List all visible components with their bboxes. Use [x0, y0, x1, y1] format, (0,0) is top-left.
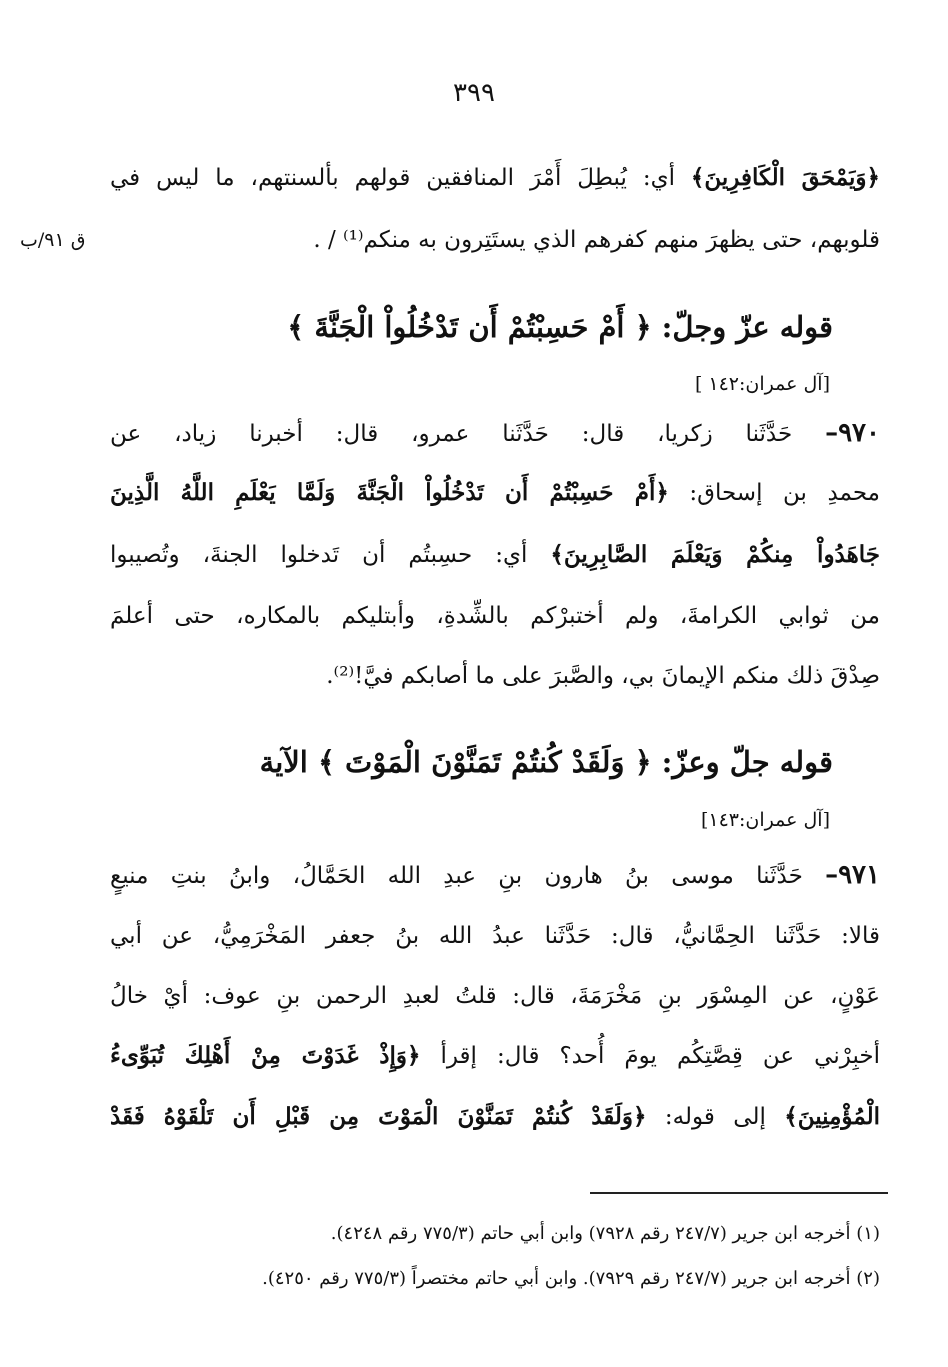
s1-line-4: من ثوابي الكرامةَ، ولم أختبرْكم بالشِّدةِ، وأبتليكم بالمكاره، حتى أعلمَ — [110, 603, 880, 629]
text-run: أخبِرْني عن قِصَّتِكُم يومَ أُحد؟ قال: إقرأ — [420, 1043, 880, 1069]
s2-line-1 — [110, 855, 880, 896]
quran-quote: الْمُؤْمِنِينَ﴾ — [784, 1103, 881, 1130]
s2-line-4 — [110, 1036, 880, 1076]
footnote-2: (٢) أخرجه ابن جرير (٢٤٧/٧ رقم ٧٩٢٩). وابن أبي حاتم مختصراً (٧٧٥/٣ رقم ٤٢٥٠). — [262, 1268, 880, 1289]
s2-line-2: قالا: حَدَّثَنا الحِمَّانيُّ، قال: حَدَّثَنا عبدُ الله بنُ جعفر المَخْرَمِيُّ، عن أبي — [110, 923, 880, 949]
quran-quote: ﴿وَيَمْحَقَ الْكَافِرِينَ﴾ — [690, 164, 880, 191]
text-run: أي: يُبطِلَ أَمْرَ المنافقين قولهم بألسنتهم، ما ليس في — [110, 165, 691, 191]
text-run: أي: حسِبتُم أن تَدخلوا الجنةَ، وتُصيبوا — [110, 542, 551, 568]
s1-line-3 — [110, 535, 880, 575]
hadith-number: ٩٧١– — [825, 860, 880, 890]
quran-reference-1: [ آل عمران:١٤٢] — [694, 373, 830, 395]
intro-line-2: قلوبهم، حتى يظهرَ منهم كفرهم الذي يستَتِرون به منكم⁽¹⁾ / . — [313, 227, 880, 253]
quran-reference-2: [آل عمران:١٤٣] — [700, 809, 830, 831]
quran-quote: ﴿وَلَقَدْ كُنتُمْ تَمَنَّوْنَ الْمَوْتَ مِن قَبْلِ أَن تَلْقَوْهُ فَقَدْ — [110, 1103, 647, 1130]
hadith-number: ٩٧٠– — [825, 418, 880, 448]
s2-line-5 — [110, 1097, 880, 1137]
intro-line-1 — [110, 158, 880, 198]
quran-quote: جَاهَدُواْ مِنكُمْ وَيَعْلَمَ الصَّابِرِينَ﴾ — [550, 541, 880, 568]
section-heading-1: قوله عزّ وجلّ: ﴿ أَمْ حَسِبْتُمْ أَن تَدْخُلُواْ الْجَنَّةَ ﴾ — [287, 310, 833, 344]
s2-line-3: عَوْنٍ، عن المِسْوَر بنِ مَخْرَمَةَ، قال: قلتُ لعبدِ الرحمن بنِ عوف: أيْ خالُ — [110, 983, 880, 1009]
text-run: حَدَّثَنا موسى بنُ هارون بنِ عبدِ الله الحَمَّالُ، وابنُ بنتِ منيعٍ — [110, 863, 826, 889]
text-run: محمدِ بن إسحاق: — [668, 480, 880, 506]
quran-quote: ﴿أَمْ حَسِبْتُمْ أَن تَدْخُلُواْ الْجَنَّةَ وَلَمَّا يَعْلَمِ اللَّهُ الَّذِينَ — [110, 479, 669, 506]
margin-note: ق ٩١/ب — [20, 229, 86, 251]
s1-line-1 — [110, 413, 880, 454]
page-number: ٣٩٩ — [453, 78, 495, 108]
footnote-1: (١) أخرجه ابن جرير (٢٤٧/٧ رقم ٧٩٢٨) وابن أبي حاتم (٧٧٥/٣ رقم ٤٢٤٨). — [330, 1223, 880, 1244]
quran-quote: ﴿وَإِذْ غَدَوْتَ مِنْ أَهْلِكَ تُبَوِّىءُ — [110, 1042, 421, 1069]
text-run: إلى قوله: — [646, 1104, 785, 1130]
s1-line-2 — [110, 473, 880, 513]
text-run: حَدَّثَنا زكريا، قال: حَدَّثَنا عمرو، قال: أخبرنا زياد، عن — [110, 421, 826, 447]
s1-line-5: صِدْقَ ذلك منكم الإيمانَ بي، والصَّبرَ على ما أصابكم فيَّ!⁽²⁾. — [326, 663, 880, 689]
section-heading-2: قوله جلّ وعزّ: ﴿ وَلَقَدْ كُنتُمْ تَمَنَّوْنَ الْمَوْتَ ﴾ الآية — [259, 745, 833, 779]
footnote-separator — [590, 1192, 888, 1194]
